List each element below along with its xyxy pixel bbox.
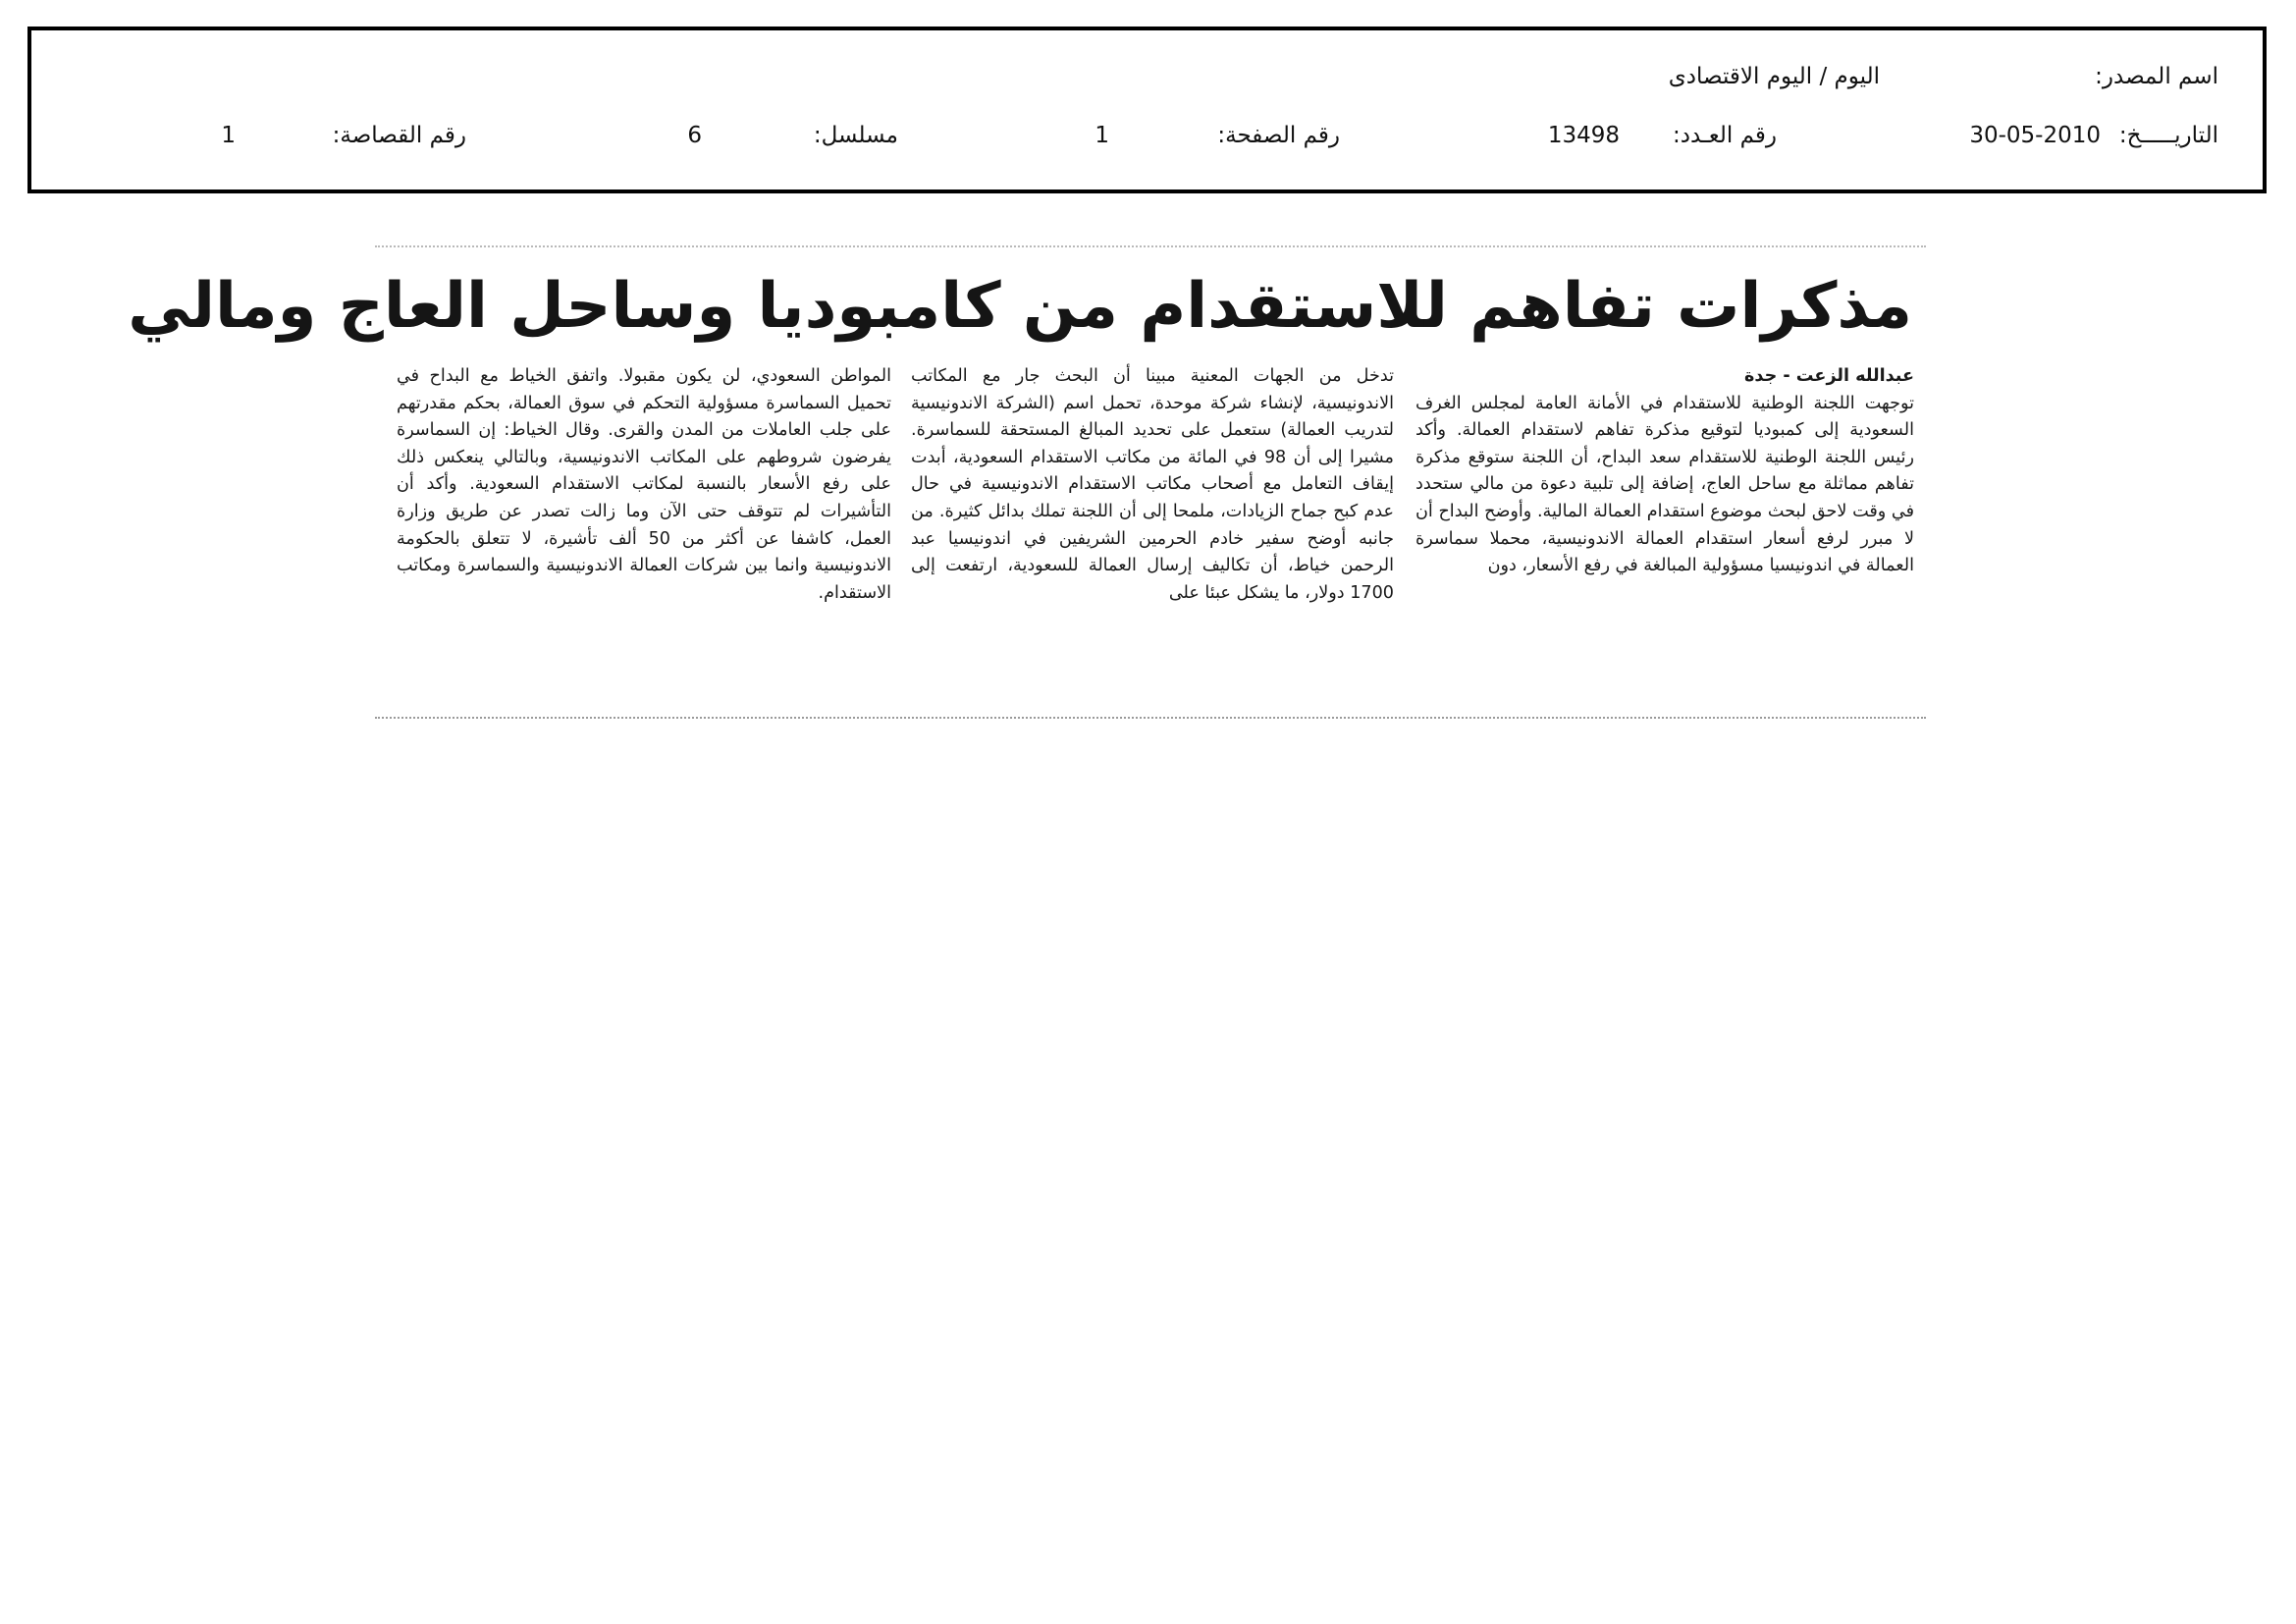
- issue-value: 13498: [1547, 123, 1620, 148]
- issue-label: رقم العـدد:: [1672, 123, 1777, 148]
- article-column-3-text: المواطن السعودي، لن يكون مقبولا. واتفق الخياط مع البداح في تحميل السماسرة مسؤولية التحكم في سوق العمالة، بحكم مقدرتهم على جلب العاملات من المدن والقرى. وقال الخياط: إن السماسرة يفرضون شروطهم على المكاتب الاندونيسية، وبالتالي ينعكس ذلك على رفع الأسعار بالنسبة لمكاتب الاستقدام السعودية. وأكد أن التأشيرات لم تتوقف حتى الآن وما زالت تصدر عن طريق وزارة العمل، كاشفا عن أكثر من 50 ألف تأشيرة، لا تتعلق بالحكومة الاندونيسية وانما بين شركات العمالة الاندونيسية والسماسرة ومكاتب الاستقدام.: [397, 366, 891, 603]
- page-label: رقم الصفحة:: [1217, 123, 1340, 148]
- clip-number-label: رقم القصاصة:: [332, 123, 466, 148]
- clipping-info-box: [27, 27, 2267, 193]
- article-column-2-text: تدخل من الجهات المعنية مبينا أن البحث جار مع المكاتب الاندونيسية، لإنشاء شركة موحدة، تحمل اسم (الشركة الاندونيسية لتدريب العمالة) ستعمل على تحديد المبالغ المستحقة للسماسرة. مشيرا إلى أن 98 في المائة من مكاتب الاستقدام السعودية، أبدت إيقاف التعامل مع أصحاب مكاتب الاستقدام الاندونيسية في حال عدم كبح جماح الزيادات، ملمحا إلى أن اللجنة تملك بدائل كثيرة. من جانبه أوضح سفير خادم الحرمين الشريفين في اندونيسيا عبد الرحمن خياط، أن تكاليف إرسال العمالة للسعودية، ارتفعت إلى 1700 دولار، ما يشكل عبئا على: [911, 366, 1394, 603]
- serial-value: 6: [687, 123, 702, 148]
- article-column-2: [911, 363, 1394, 707]
- article-byline: عبدالله الزعت - جدة: [1744, 366, 1914, 386]
- clip-number-value: 1: [221, 123, 236, 148]
- article-column-1: [1415, 363, 1914, 707]
- newspaper-clipping: [128, 245, 1926, 719]
- source-label: اسم المصدر:: [2095, 64, 2218, 89]
- page-value: 1: [1095, 123, 1109, 148]
- article-column-1-text: توجهت اللجنة الوطنية للاستقدام في الأمانة العامة لمجلس الغرف السعودية إلى كمبوديا لتوقيع مذكرة تفاهم لاستقدام العمالة. وأكد رئيس اللجنة الوطنية للاستقدام سعد البداح، أن اللجنة ستوقع مذكرة تفاهم مماثلة مع ساحل العاج، إضافة إلى تلبية دعوة من مالي ستحدد في وقت لاحق لبحث موضوع استقدام العمالة المالية. وأوضح البداح أن لا مبرر لرفع أسعار استقدام العمالة الاندونيسية، محملا سماسرة العمالة في اندونيسيا مسؤولية المبالغة في رفع الأسعار، دون: [1415, 393, 1914, 576]
- article-column-3: [397, 363, 891, 707]
- article-headline: مذكرات تفاهم للاستقدام من كامبوديا وساحل العاج ومالي: [128, 270, 1912, 343]
- source-value: اليوم / اليوم الاقتصادى: [1668, 64, 1880, 89]
- date-value: 30-05-2010: [1969, 123, 2101, 148]
- serial-label: مسلسل:: [813, 123, 898, 148]
- date-label: التاريـــــخ:: [2118, 123, 2218, 148]
